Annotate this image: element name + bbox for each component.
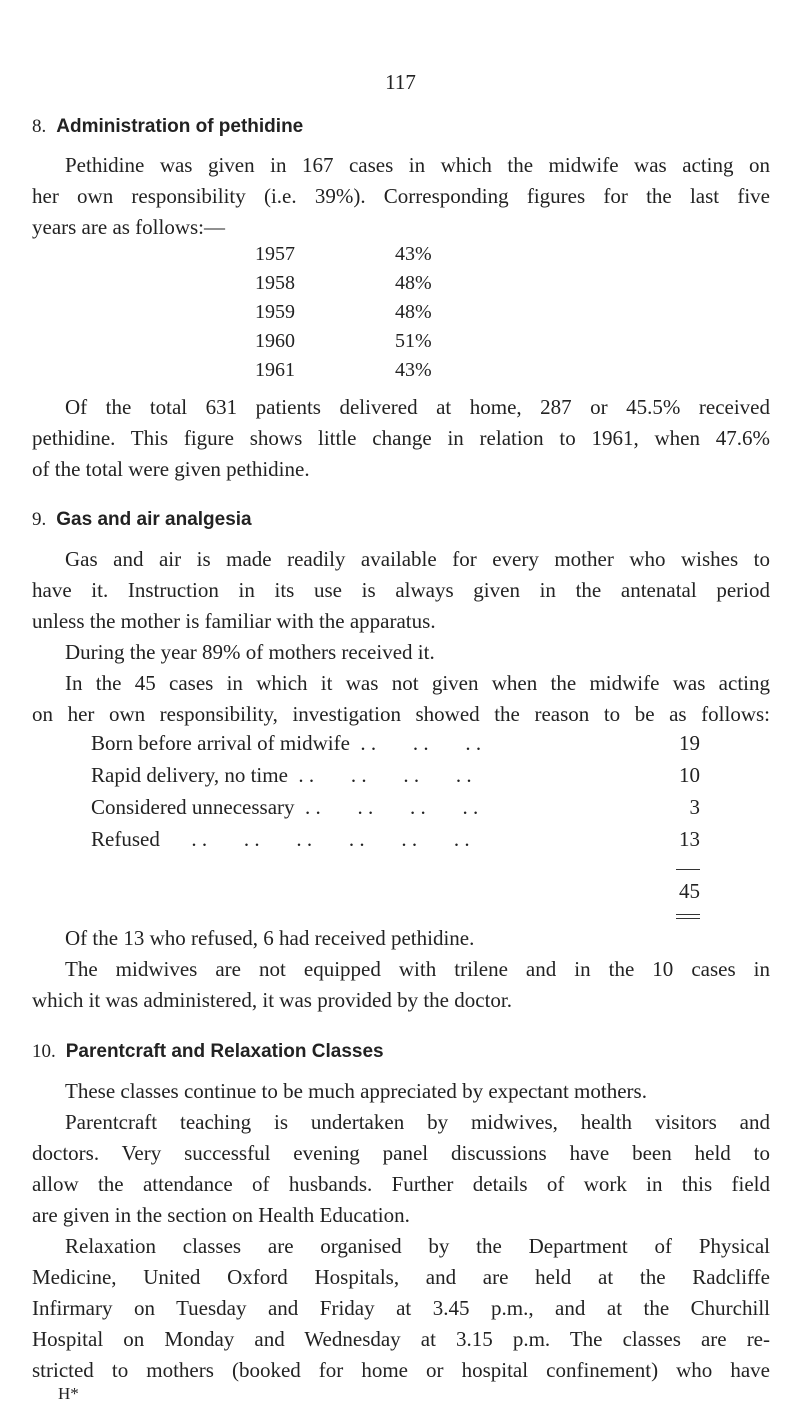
s10-line-10: stricted to mothers (booked for home or hospital confinement) who have [32,1358,770,1382]
section-8-paragraph-1 [32,150,770,243]
s10-line-5: are given in the section on Health Education. [32,1203,410,1227]
s8-line-1: Pethidine was given in 167 cases in which the midwife was acting on [65,153,770,177]
section-9-paragraph-1 [32,544,770,730]
s8-p2-line-1: Of the total 631 patients delivered at home, 287 or 45.5% received [65,395,770,419]
section-8-title: Administration of pethidine [56,116,304,137]
year-row [255,301,295,324]
total-rule [676,869,700,870]
reason-value: 19 [679,731,700,755]
pct-1957: 43% [395,243,432,265]
s9-line-3: unless the mother is familiar with the apparatus. [32,609,436,633]
s10-line-9: Hospital on Monday and Wednesday at 3.15 p.m. The classes are re- [32,1327,770,1351]
s10-line-7: Medicine, United Oxford Hospitals, and are held at the Radcliffe [32,1265,770,1289]
section-10-heading [32,1041,384,1063]
signature-mark: H* [58,1384,79,1403]
year-1957: 1957 [255,243,295,265]
section-8-number: 8. [32,116,47,137]
pct-1961: 43% [395,359,432,381]
s10-line-3: doctors. Very successful evening panel discussions have been held to [32,1141,770,1165]
s8-p2-line-2: pethidine. This figure shows little change in relation to 1961, when 47.6% [32,426,770,450]
section-9-paragraph-2 [32,923,770,1016]
s9-line-6: on her own responsibility, investigation showed the reason to be as follows: [32,702,770,726]
section-10-number: 10. [32,1041,56,1062]
s8-p2-line-3: of the total were given pethidine. [32,457,310,481]
section-9-heading [32,509,252,531]
s10-line-1: These classes continue to be much appreciated by expectant mothers. [65,1079,647,1103]
pct-1958: 48% [395,272,432,294]
s10-line-6: Relaxation classes are organised by the Department of Physical [65,1234,770,1258]
year-1958: 1958 [255,272,295,294]
reason-value: 10 [679,763,700,787]
reason-label: Refused . . . . . . . . . . . . [91,827,470,851]
s9-after-line-1: Of the 13 who refused, 6 had received pethidine. [65,926,475,950]
s9-after-line-2: The midwives are not equipped with trilene and in the 10 cases in [65,957,770,981]
reason-value: 3 [689,795,700,819]
section-9-title: Gas and air analgesia [56,509,252,530]
s8-line-2: her own responsibility (i.e. 39%). Corresponding figures for the last five [32,184,770,208]
year-row [255,243,295,266]
double-rule-bottom [676,918,700,919]
pct-1960: 51% [395,330,432,352]
page-number: 117 [385,70,416,94]
reason-label: Born before arrival of midwife . . . . . . [91,731,482,755]
total-value: 45 [679,879,700,903]
year-1959: 1959 [255,301,295,323]
year-1960: 1960 [255,330,295,352]
s10-line-8: Infirmary on Tuesday and Friday at 3.45 p.m., and at the Churchill [32,1296,770,1320]
reason-label: Rapid delivery, no time . . . . . . . . [91,763,472,787]
s9-line-1: Gas and air is made readily available for every mother who wishes to [65,547,770,571]
reason-label: Considered unnecessary . . . . . . . . [91,795,479,819]
s8-line-3: years are as follows:— [32,215,226,239]
double-rule-top [676,914,700,915]
section-9-number: 9. [32,509,47,530]
pct-1959: 48% [395,301,432,323]
s10-line-4: allow the attendance of husbands. Further details of work in this field [32,1172,770,1196]
s9-after-line-3: which it was administered, it was provided by the doctor. [32,988,512,1012]
section-8-paragraph-2 [32,392,770,485]
year-row [255,330,295,353]
year-1961: 1961 [255,359,295,381]
year-row [255,359,295,382]
s10-line-2: Parentcraft teaching is undertaken by midwives, health visitors and [65,1110,770,1134]
section-10-paragraph [32,1076,770,1386]
s9-line-4: During the year 89% of mothers received it. [65,640,435,664]
reason-value: 13 [679,827,700,851]
s9-line-2: have it. Instruction in its use is always given in the antenatal period [32,578,770,602]
section-8-heading [32,116,303,138]
section-10-title: Parentcraft and Relaxation Classes [65,1041,384,1062]
year-row [255,272,295,295]
s9-line-5: In the 45 cases in which it was not given when the midwife was acting [65,671,770,695]
